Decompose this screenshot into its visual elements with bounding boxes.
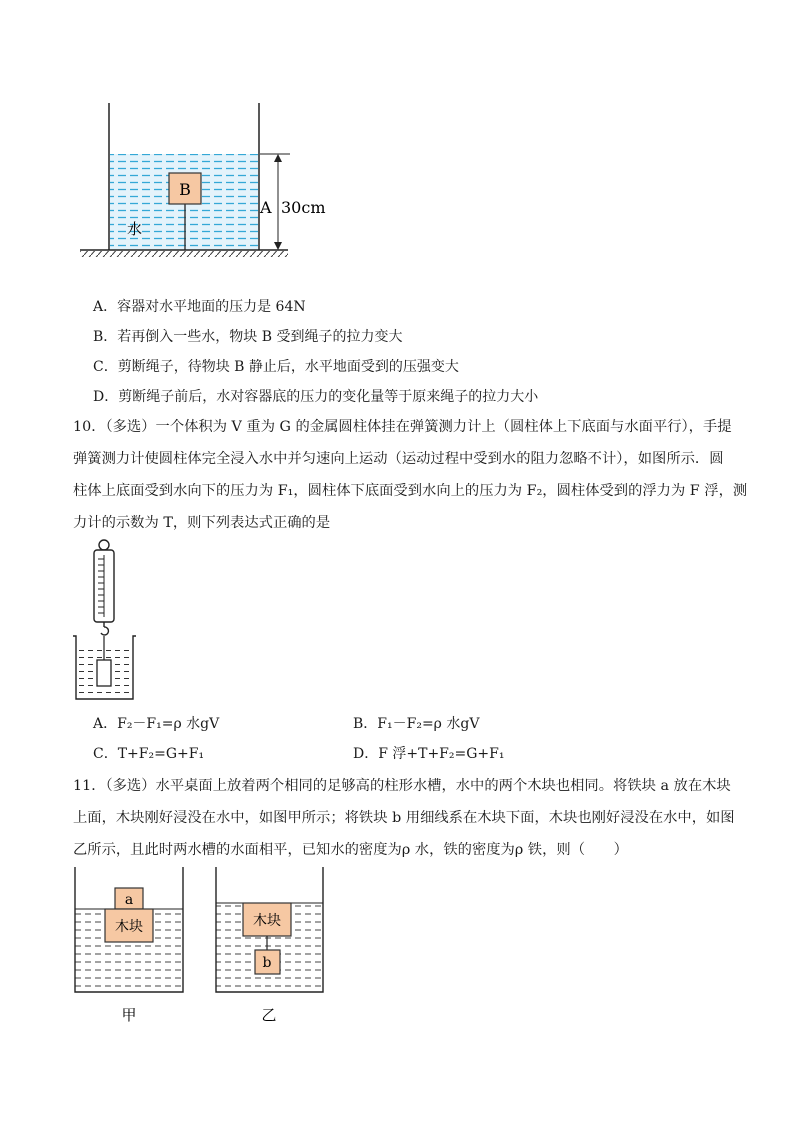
figure-spring-balance (70, 535, 140, 705)
q10-line-2: 弹簧测力计使圆柱体完全浸入水中并匀速向上运动（运动过程中受到水的阻力忽略不计），如图所示．圆 (73, 451, 724, 467)
q10-line-1: 10．（多选）一个体积为 V 重为 G 的金属圆柱体挂在弹簧测力计上（圆柱体上下底面与水面平行），手提 (73, 419, 732, 435)
wood-block-jia-label: 木块 (115, 919, 143, 935)
figure-container-block-b (70, 95, 360, 270)
wood-block-yi-label: 木块 (253, 913, 281, 929)
q10-option-a[interactable]: A．F₂－F₁=ρ 水gV (93, 716, 220, 732)
tank-jia (75, 867, 183, 992)
q9-option-b[interactable]: B．若再倒入一些水，物块 B 受到绳子的拉力变大 (93, 329, 403, 345)
q11-line-1: 11．（多选）水平桌面上放着两个相同的足够高的柱形水槽，水中的两个木块也相同。将铁块 a 放在木块 (73, 778, 731, 794)
q10-option-d[interactable]: D．F 浮+T+F₂=G+F₁ (353, 746, 505, 762)
q9-option-d[interactable]: D．剪断绳子前后，水对容器底的压力的变化量等于原来绳子的拉力大小 (93, 389, 539, 405)
q11-line-3: 乙所示，且此时两水槽的水面相平，已知水的密度为ρ 水，铁的密度为ρ 铁，则（ ） (73, 842, 628, 858)
q9-option-a[interactable]: A．容器对水平地面的压力是 64N (93, 299, 306, 315)
q11-line-2: 上面，木块刚好浸没在水中，如图甲所示；将铁块 b 用细线系在木块下面，木块也刚好浸没在水中，如图 (73, 810, 735, 826)
q11-stem (73, 770, 733, 866)
point-a-label: A (260, 198, 272, 217)
q9-option-c[interactable]: C．剪断绳子，待物块 B 静止后，水平地面受到的压强变大 (93, 359, 459, 375)
caption-jia: 甲 (121, 1006, 137, 1024)
metal-cylinder (97, 660, 111, 686)
water-label: 水 (127, 220, 143, 238)
q10-option-b[interactable]: B．F₁－F₂=ρ 水gV (353, 716, 480, 732)
tank-yi (216, 867, 323, 992)
block-b-label: B (179, 180, 191, 199)
q10-line-3: 柱体上底面受到水向下的压力为 F₁，圆柱体下底面受到水向上的压力为 F₂，圆柱体受到的浮力为 F 浮，测 (73, 483, 748, 499)
height-label: 30cm (281, 198, 326, 217)
q10-stem (73, 411, 748, 539)
iron-block-b-label: b (262, 955, 272, 971)
figure-two-tanks (65, 862, 340, 1032)
q10-option-c[interactable]: C．T+F₂=G+F₁ (93, 746, 205, 762)
iron-block-a-label: a (124, 892, 134, 908)
q10-line-4: 力计的示数为 T，则下列表达式正确的是 (73, 515, 331, 531)
caption-yi: 乙 (261, 1006, 277, 1024)
